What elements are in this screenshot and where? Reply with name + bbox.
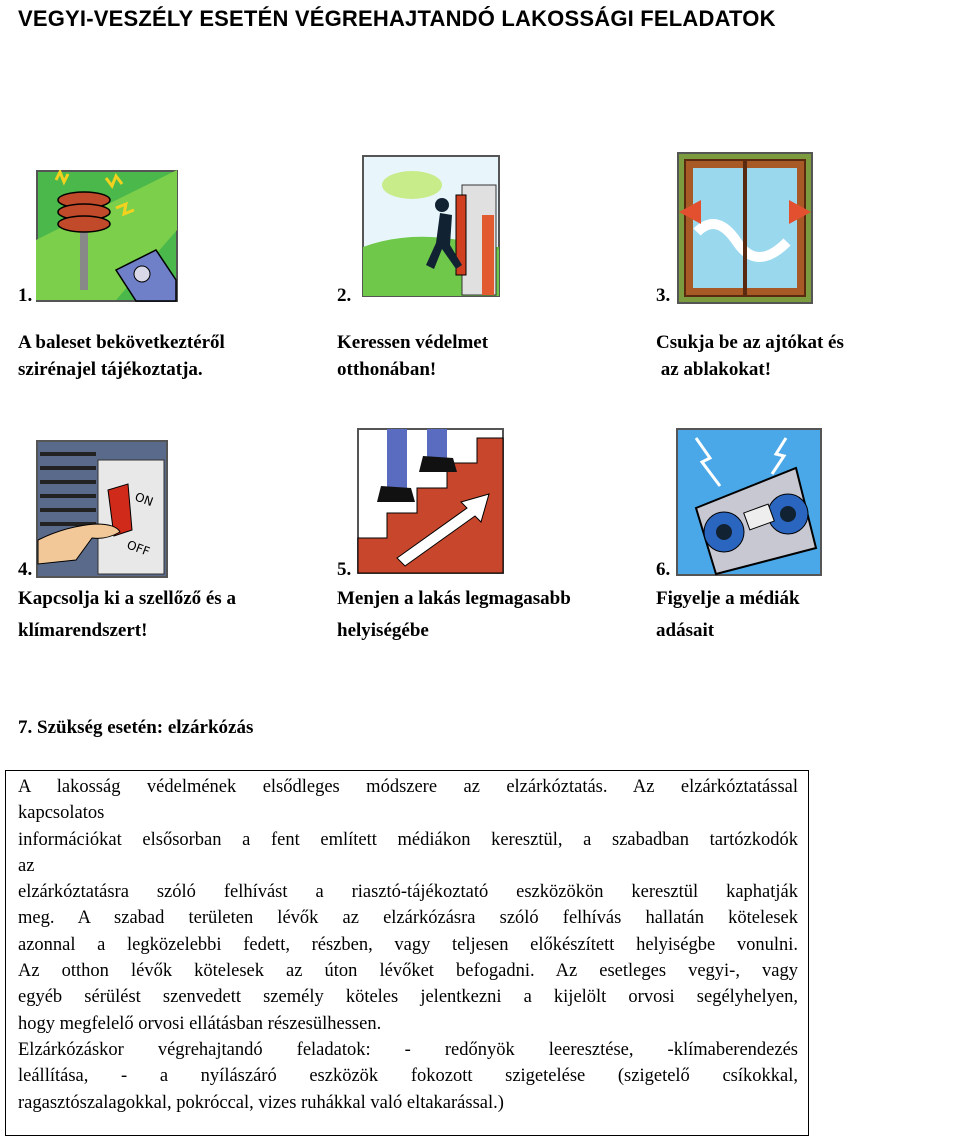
step-text-line2: adásait bbox=[656, 620, 715, 641]
step-number: 5. bbox=[337, 559, 352, 580]
paragraph-line: meg. A szabad területen lévők az elzárkózásra szóló felhívás hallatán kötelesek bbox=[18, 908, 798, 929]
paragraph-line: leállítása, - a nyílászáró eszközök fokozott szigetelése (szigetelő csíkokkal, bbox=[18, 1066, 798, 1087]
document-title: VEGYI-VESZÉLY ESETÉN VÉGREHAJTANDÓ LAKOSSÁGI FELADATOK bbox=[18, 6, 776, 31]
step-text-line1: Menjen a lakás legmagasabb bbox=[337, 588, 571, 609]
step-3 bbox=[656, 282, 844, 383]
body-paragraph bbox=[18, 774, 798, 1116]
step-text-line1: Csukja be az ajtókat és bbox=[656, 332, 844, 353]
radio-icon bbox=[676, 428, 822, 576]
paragraph-line: elzárkóztatásra szóló felhívást a riasztó-tájékoztató eszközökön keresztül kaphatják bbox=[18, 882, 798, 903]
svg-text:ON: ON bbox=[132, 489, 156, 510]
climbing-stairs-icon bbox=[357, 428, 504, 574]
step-1 bbox=[18, 282, 225, 383]
paragraph-line: hogy megfelelő orvosi ellátásban részesülhessen. bbox=[18, 1013, 382, 1034]
step-number: 3. bbox=[656, 285, 671, 306]
step-text-line2: klímarendszert! bbox=[18, 620, 148, 641]
paragraph-line: az bbox=[18, 855, 35, 876]
step-text-line1: A baleset bekövetkeztéről bbox=[18, 332, 225, 353]
step-number: 1. bbox=[18, 285, 33, 306]
person-entering-house-icon bbox=[362, 155, 500, 297]
paragraph-line: Elzárkózáskor végrehajtandó feladatok: - redőnyök leeresztése, -klímaberendezés bbox=[18, 1039, 798, 1060]
step-text-line2: otthonában! bbox=[337, 359, 437, 380]
step-6 bbox=[656, 556, 800, 647]
step-number: 4. bbox=[18, 559, 33, 580]
paragraph-line: kapcsolatos bbox=[18, 803, 105, 824]
step-2 bbox=[337, 282, 488, 383]
paragraph-line: A lakosság védelmének elsődleges módszere az elzárkóztatás. Az elzárkóztatással bbox=[18, 777, 798, 797]
svg-text:OFF: OFF bbox=[124, 537, 152, 559]
paragraph-line: ragasztószalagokkal, pokróccal, vizes ruhákkal való eltakarással.) bbox=[18, 1092, 504, 1113]
step-text-line1: Figyelje a médiák bbox=[656, 588, 800, 609]
step-text-line1: Kapcsolja ki a szellőző és a bbox=[18, 588, 236, 609]
paragraph-line: Az otthon lévők kötelesek az úton lévőket befogadni. Az esetleges vegyi-, vagy bbox=[18, 961, 798, 982]
paragraph-line: azonnal a legközelebbi fedett, részben, vagy teljesen előkészített helyiségbe vonulni. bbox=[18, 934, 798, 955]
step-5 bbox=[337, 556, 571, 647]
step-text-line1: Keressen védelmet bbox=[337, 332, 489, 353]
step-text-line2: szirénajel tájékoztatja. bbox=[18, 359, 203, 380]
paragraph-line: információkat elsősorban a fent említett médiákon keresztül, a szabadban tartózkodók bbox=[18, 829, 798, 850]
step-number: 6. bbox=[656, 559, 671, 580]
section-heading: 7. Szükség esetén: elzárkózás bbox=[18, 717, 254, 738]
step-number: 2. bbox=[337, 285, 352, 306]
step-4 bbox=[18, 556, 236, 647]
step-text-line2: helyiségébe bbox=[337, 620, 429, 641]
step-text-line2: az ablakokat! bbox=[656, 359, 772, 380]
paragraph-line: egyéb sérülést szenvedett személy köteles jelentkezni a kijelölt orvosi segélyhelyen, bbox=[18, 987, 798, 1008]
